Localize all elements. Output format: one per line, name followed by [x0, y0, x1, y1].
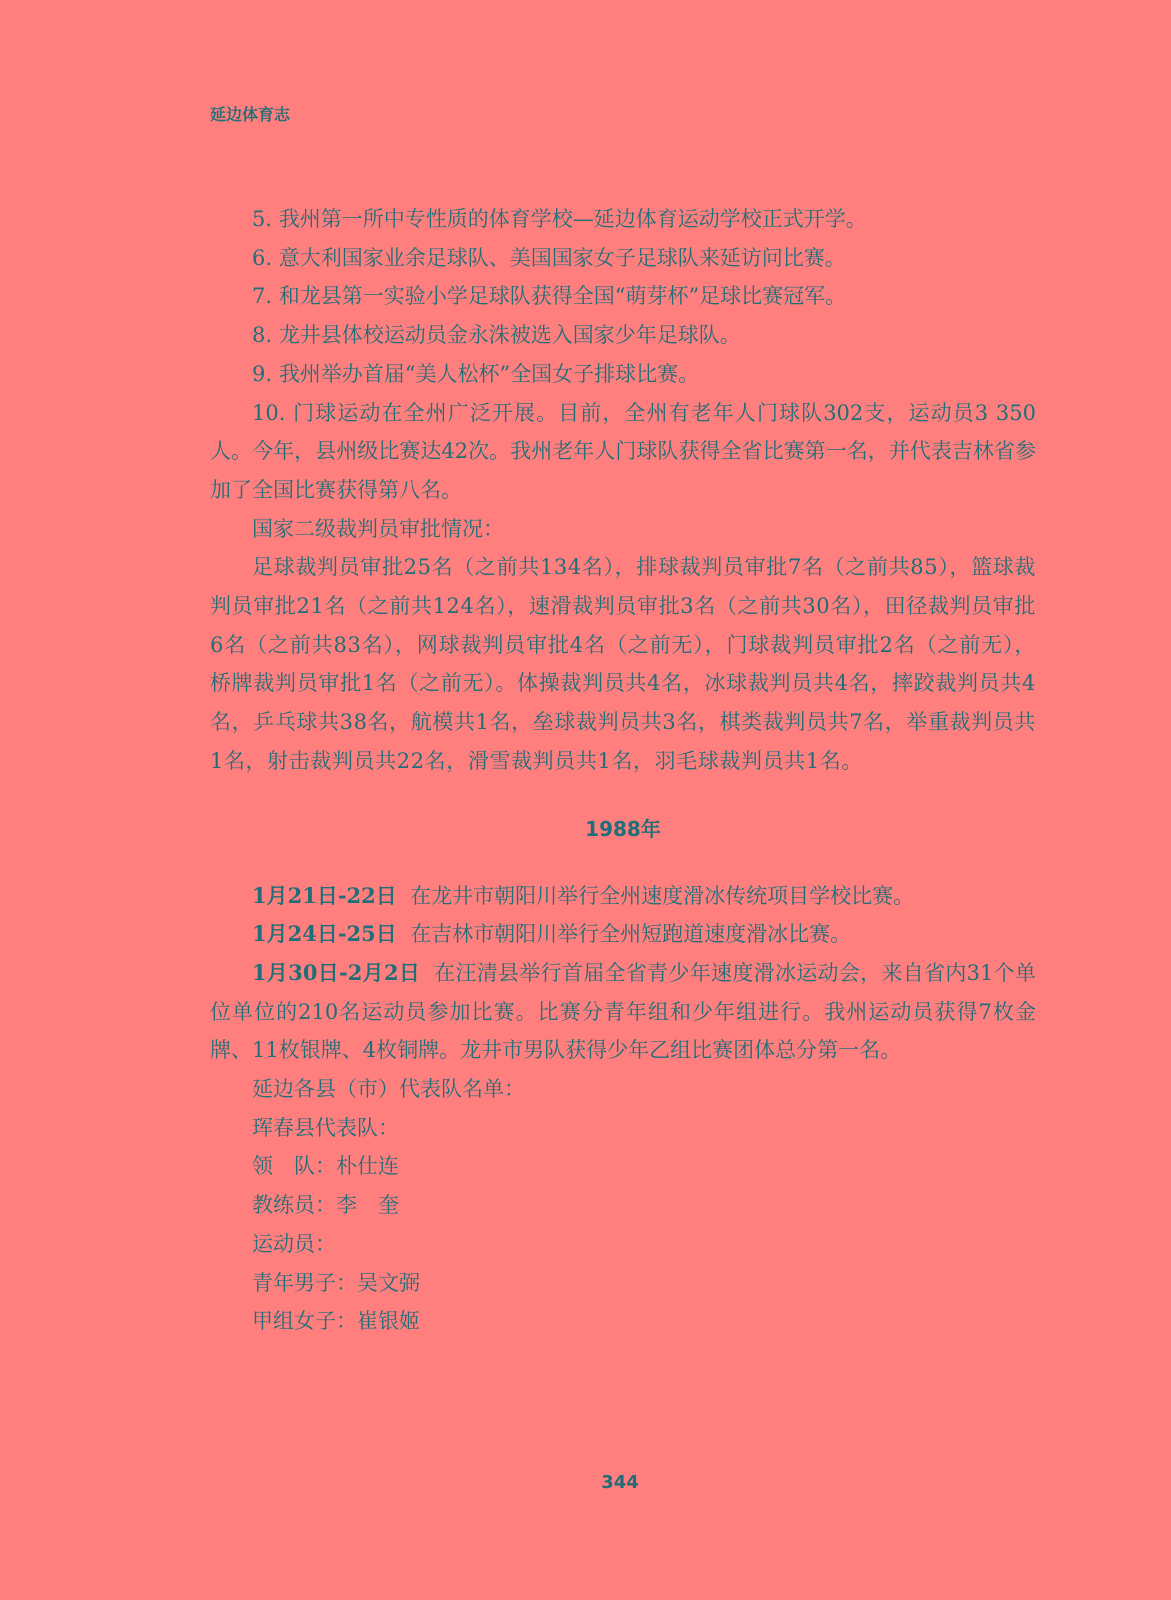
year-heading: 1988年	[585, 816, 661, 841]
team-line: 教练员：李 奎	[252, 1193, 399, 1218]
list-item: 10. 门球运动在全州广泛开展。目前，全州有老年人门球队302支，运动员3 350人。今年，县州级比赛达42次。我州老年人门球队获得全省比赛第一名，并代表吉林省参加了全国比赛获得第八名。	[210, 400, 1036, 502]
event-date: 1月24日-25日	[252, 921, 397, 947]
team-line: 领 队：朴仕连	[252, 1154, 399, 1179]
page-number: 344	[601, 1472, 639, 1493]
event-entry	[210, 877, 1036, 916]
list-item: 8. 龙井县体校运动员金永洙被选入国家少年足球队。	[252, 323, 741, 348]
team-line: 运动员：	[252, 1231, 336, 1256]
referee-heading: 国家二级裁判员审批情况：	[252, 516, 504, 541]
page-body	[210, 200, 1036, 1341]
event-text: 在龙井市朝阳川举行全州速度滑冰传统项目学校比赛。	[410, 883, 915, 908]
event-entry	[210, 915, 1036, 954]
team-line: 青年男子：吴文弼	[252, 1270, 420, 1295]
running-header: 延边体育志	[210, 105, 291, 124]
team-line: 甲组女子：崔银姬	[252, 1309, 420, 1334]
list-item: 5. 我州第一所中专性质的体育学校—延边体育运动学校正式开学。	[252, 207, 867, 231]
team-line: 珲春县代表队：	[252, 1115, 399, 1140]
list-item: 9. 我州举办首届“美人松杯”全国女子排球比赛。	[252, 361, 700, 386]
event-date: 1月30日-2月2日	[252, 959, 421, 985]
event-date: 1月21日-22日	[252, 882, 397, 908]
team-line: 延边各县（市）代表队名单：	[252, 1077, 525, 1102]
event-text: 在汪清县举行首届全省青少年速度滑冰运动会，来自省内31个单位单位的210名运动员参加比赛。比赛分青年组和少年组进行。我州运动员获得7枚金牌、11枚银牌、4枚铜牌。龙井市男队获得少年乙组比赛团体总分第一名。	[210, 960, 1036, 1063]
list-item: 7. 和龙县第一实验小学足球队获得全国“萌芽杯”足球比赛冠军。	[252, 284, 847, 309]
event-text: 在吉林市朝阳川举行全州短跑道速度滑冰比赛。	[410, 922, 852, 947]
list-item: 6. 意大利国家业余足球队、美国国家女子足球队来延访问比赛。	[252, 245, 846, 270]
referee-paragraph: 足球裁判员审批25名（之前共134名），排球裁判员审批7名（之前共85），篮球裁判员审批21名（之前共124名），速滑裁判员审批3名（之前共30名），田径裁判员审批6名（之前共83名），网球裁判员审批4名（之前无），门球裁判员审批2名（之前无），桥牌裁判员审批1名（之前无）。体操裁判员共4名，冰球裁判员共4名，摔跤裁判员共4名，乒乓球共38名，航模共1名，垒球裁判员共3名，棋类裁判员共7名，举重裁判员共1名，射击裁判员共22名，滑雪裁判员共1名，羽毛球裁判员共1名。	[210, 555, 1036, 773]
event-entry	[210, 954, 1036, 1070]
